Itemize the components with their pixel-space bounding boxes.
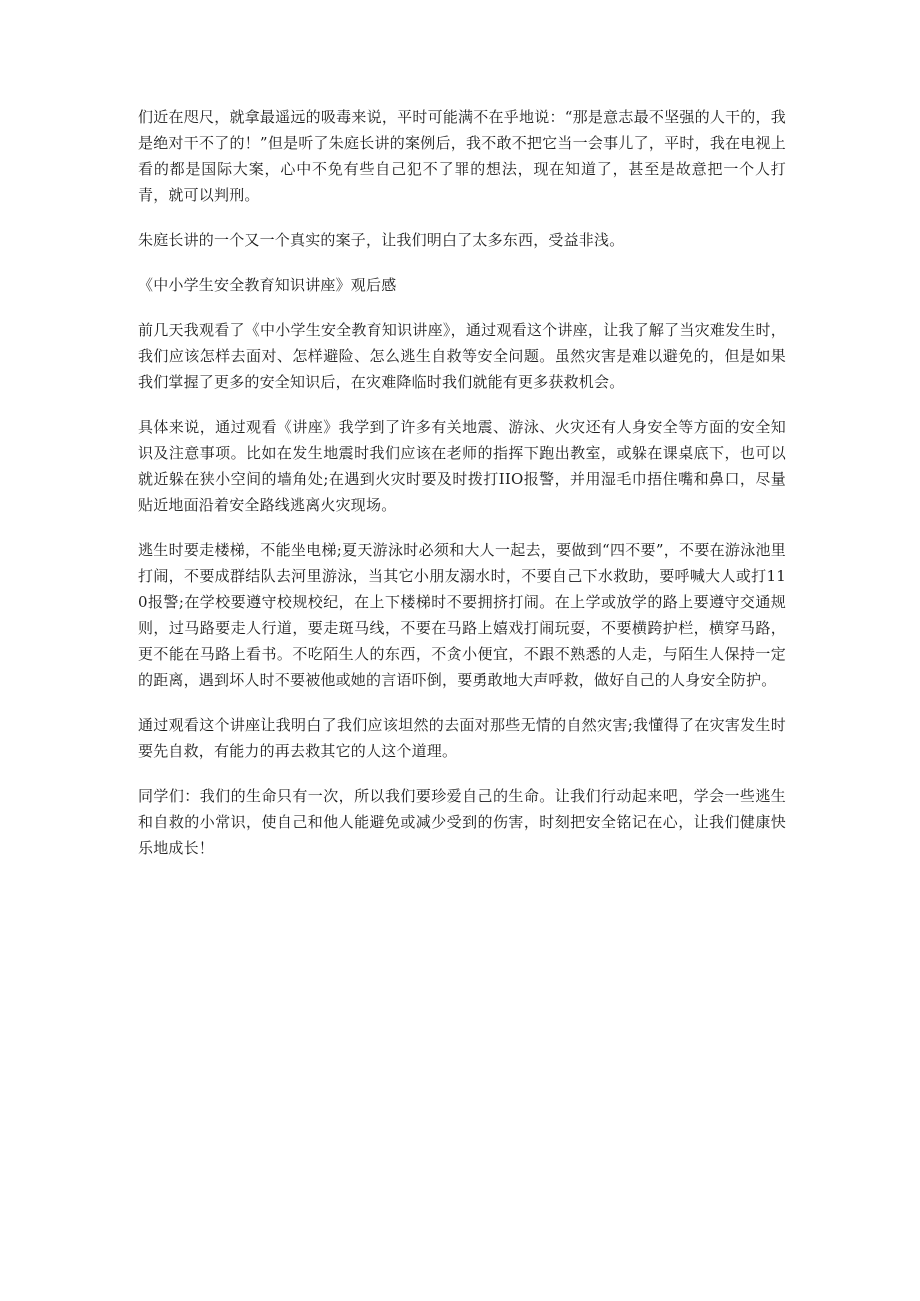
paragraph-safety-rules: 逃生时要走楼梯，不能坐电梯;夏天游泳时必须和大人一起去，要做到“四不要”，不要在游泳池里打闹，不要成群结队去河里游泳，当其它小朋友溺水时，不要自己下水救助，要呼喊大人或打110报警;在学校要遵守校规校纪，在上下楼梯时不要拥挤打闹。在上学或放学的路上要遵守交通规则，过马路要走人行道，要走斑马线，不要在马路上嬉戏打闹玩耍，不要横跨护栏，横穿马路，更不能在马路上看书。不吃陌生人的东西，不贪小便宜，不跟不熟悉的人走，与陌生人保持一定的距离，遇到坏人时不要被他或她的言语吓倒，要勇敢地大声呼救，做好自己的人身安全防护。 [138,541,786,689]
section-title: 《中小学生安全教育知识讲座》观后感 [138,276,397,294]
paragraph-conclusion: 同学们：我们的生命只有一次，所以我们要珍爱自己的生命。让我们行动起来吧，学会一些逃生和自救的小常识，使自己和他人能避免或减少受到的伤害，时刻把安全铭记在心，让我们健康快乐地成长！ [138,787,786,857]
paragraph-earthquake-fire: 具体来说，通过观看《讲座》我学到了许多有关地震、游泳、火灾还有人身安全等方面的安全知识及注意事项。比如在发生地震时我们应该在老师的指挥下跑出教室，或躲在课桌底下，也可以就近躲在狭小空间的墙角处;在遇到火灾时要及时拨打IIO报警，并用湿毛巾捂住嘴和鼻口，尽量贴近地面沿着安全路线逃离火灾现场。 [138,418,786,514]
paragraph-case-summary: 朱庭长讲的一个又一个真实的案子，让我们明白了太多东西，受益非浅。 [138,231,625,249]
paragraph-case-reflection: 们近在咫尺，就拿最遥远的吸毒来说，平时可能满不在乎地说：“那是意志最不坚强的人干的，我是绝对干不了的！”但是听了朱庭长讲的案例后，我不敢不把它当一会事儿了，平时，我在电视上看的都是国际大案，心中不免有些自己犯不了罪的想法，现在知道了，甚至是故意把一个人打青，就可以判刑。 [138,108,786,204]
paragraph-intro: 前几天我观看了《中小学生安全教育知识讲座》，通过观看这个讲座，让我了解了当灾难发生时，我们应该怎样去面对、怎样避险、怎么逃生自救等安全问题。虽然灾害是难以避免的，但是如果我们掌握了更多的安全知识后，在灾难降临时我们就能有更多获救机会。 [138,321,786,391]
paragraph-lesson: 通过观看这个讲座让我明白了我们应该坦然的去面对那些无情的自然灾害;我懂得了在灾害发生时要先自救，有能力的再去救其它的人这个道理。 [138,716,786,760]
document-page [138,104,786,880]
